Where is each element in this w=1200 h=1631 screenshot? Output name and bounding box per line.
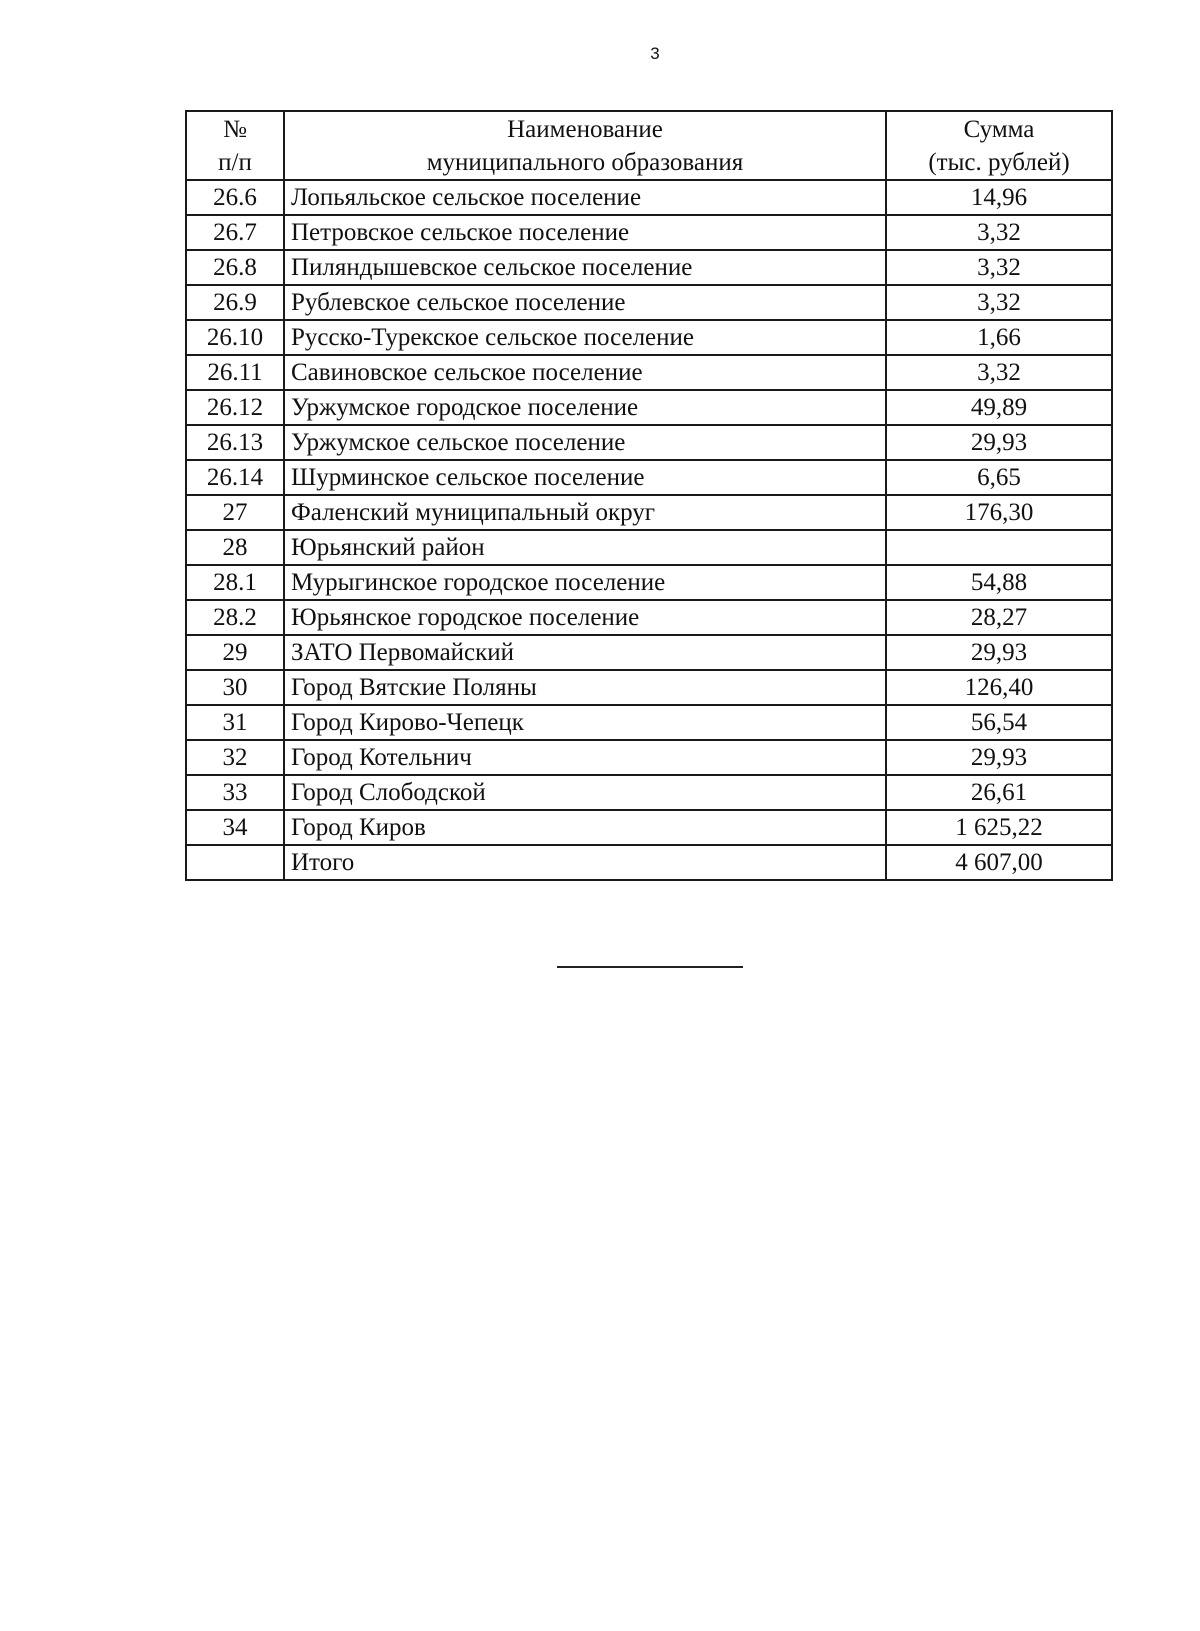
- row-number: 26.8: [186, 250, 284, 285]
- row-sum: 26,61: [886, 775, 1112, 810]
- row-number: 27: [186, 495, 284, 530]
- row-sum: 29,93: [886, 425, 1112, 460]
- table-row: [186, 530, 1112, 565]
- row-number: 34: [186, 810, 284, 845]
- row-name: Русско-Турекское сельское поселение: [284, 320, 886, 355]
- row-sum: 6,65: [886, 460, 1112, 495]
- table-row: [186, 460, 1112, 495]
- row-number: 26.11: [186, 355, 284, 390]
- row-name: Рублевское сельское поселение: [284, 285, 886, 320]
- row-sum: 176,30: [886, 495, 1112, 530]
- header-number-line2: п/п: [218, 148, 252, 176]
- table-row: [186, 810, 1112, 845]
- row-number: 26.6: [186, 180, 284, 215]
- row-sum: 1 625,22: [886, 810, 1112, 845]
- table-row: [186, 635, 1112, 670]
- row-name: Город Кирово-Чепецк: [284, 705, 886, 740]
- row-name: Юрьянский район: [284, 530, 886, 565]
- row-sum: 3,32: [886, 250, 1112, 285]
- row-number: 26.9: [186, 285, 284, 320]
- row-name: ЗАТО Первомайский: [284, 635, 886, 670]
- table-row: [186, 565, 1112, 600]
- row-number: 28.2: [186, 600, 284, 635]
- allocation-table: [185, 110, 1113, 881]
- table-row: [186, 740, 1112, 775]
- table-body: [186, 180, 1112, 880]
- header-name-line1: Наименование: [507, 115, 663, 143]
- row-number: 26.10: [186, 320, 284, 355]
- row-number: 33: [186, 775, 284, 810]
- header-name-line2: муниципального образования: [426, 148, 744, 176]
- row-sum: 49,89: [886, 390, 1112, 425]
- table-row: [186, 670, 1112, 705]
- row-number: 31: [186, 705, 284, 740]
- row-sum: 3,32: [886, 215, 1112, 250]
- row-name: Город Котельнич: [284, 740, 886, 775]
- header-sum-line1: Сумма: [963, 115, 1035, 143]
- row-name: Шурминское сельское поселение: [284, 460, 886, 495]
- row-name: Савиновское сельское поселение: [284, 355, 886, 390]
- table-row: [186, 215, 1112, 250]
- row-number: 28.1: [186, 565, 284, 600]
- row-number: 26.13: [186, 425, 284, 460]
- row-number: 26.14: [186, 460, 284, 495]
- header-row: [186, 111, 1112, 180]
- table-row: [186, 495, 1112, 530]
- row-sum: 3,32: [886, 285, 1112, 320]
- row-name: Петровское сельское поселение: [284, 215, 886, 250]
- table-row: [186, 600, 1112, 635]
- header-sum-line2: (тыс. рублей): [928, 148, 1070, 176]
- row-sum: 14,96: [886, 180, 1112, 215]
- table-row: [186, 180, 1112, 215]
- row-sum: 28,27: [886, 600, 1112, 635]
- row-number: 30: [186, 670, 284, 705]
- page-number: 3: [650, 44, 660, 63]
- row-name: Итого: [284, 845, 886, 880]
- row-number: 26.7: [186, 215, 284, 250]
- row-sum: 4 607,00: [886, 845, 1112, 880]
- row-number: 29: [186, 635, 284, 670]
- row-number: 28: [186, 530, 284, 565]
- row-number: [186, 845, 284, 880]
- table-row: [186, 775, 1112, 810]
- table-row: [186, 705, 1112, 740]
- row-name: Город Вятские Поляны: [284, 670, 886, 705]
- row-sum: 1,66: [886, 320, 1112, 355]
- header-number: [186, 111, 284, 180]
- table-row: [186, 425, 1112, 460]
- table-row: [186, 285, 1112, 320]
- row-number: 26.12: [186, 390, 284, 425]
- row-name: Уржумское сельское поселение: [284, 425, 886, 460]
- row-name: Мурыгинское городское поселение: [284, 565, 886, 600]
- row-name: Город Киров: [284, 810, 886, 845]
- row-number: 32: [186, 740, 284, 775]
- header-name: [284, 111, 886, 180]
- row-sum: 126,40: [886, 670, 1112, 705]
- row-name: Юрьянское городское поселение: [284, 600, 886, 635]
- table-row: [186, 250, 1112, 285]
- table-row: [186, 390, 1112, 425]
- row-name: Город Слободской: [284, 775, 886, 810]
- row-sum: 54,88: [886, 565, 1112, 600]
- table-header: [186, 111, 1112, 180]
- row-name: Лопьяльское сельское поселение: [284, 180, 886, 215]
- end-rule: [557, 966, 743, 968]
- header-number-line1: №: [223, 115, 247, 143]
- table-row: [186, 355, 1112, 390]
- header-sum: [886, 111, 1112, 180]
- row-name: Фаленский муниципальный округ: [284, 495, 886, 530]
- row-name: Пиляндышевское сельское поселение: [284, 250, 886, 285]
- table-row: [186, 320, 1112, 355]
- table-row: [186, 845, 1112, 880]
- row-sum: 3,32: [886, 355, 1112, 390]
- row-sum: [886, 530, 1112, 565]
- row-sum: 29,93: [886, 635, 1112, 670]
- row-sum: 56,54: [886, 705, 1112, 740]
- row-name: Уржумское городское поселение: [284, 390, 886, 425]
- row-sum: 29,93: [886, 740, 1112, 775]
